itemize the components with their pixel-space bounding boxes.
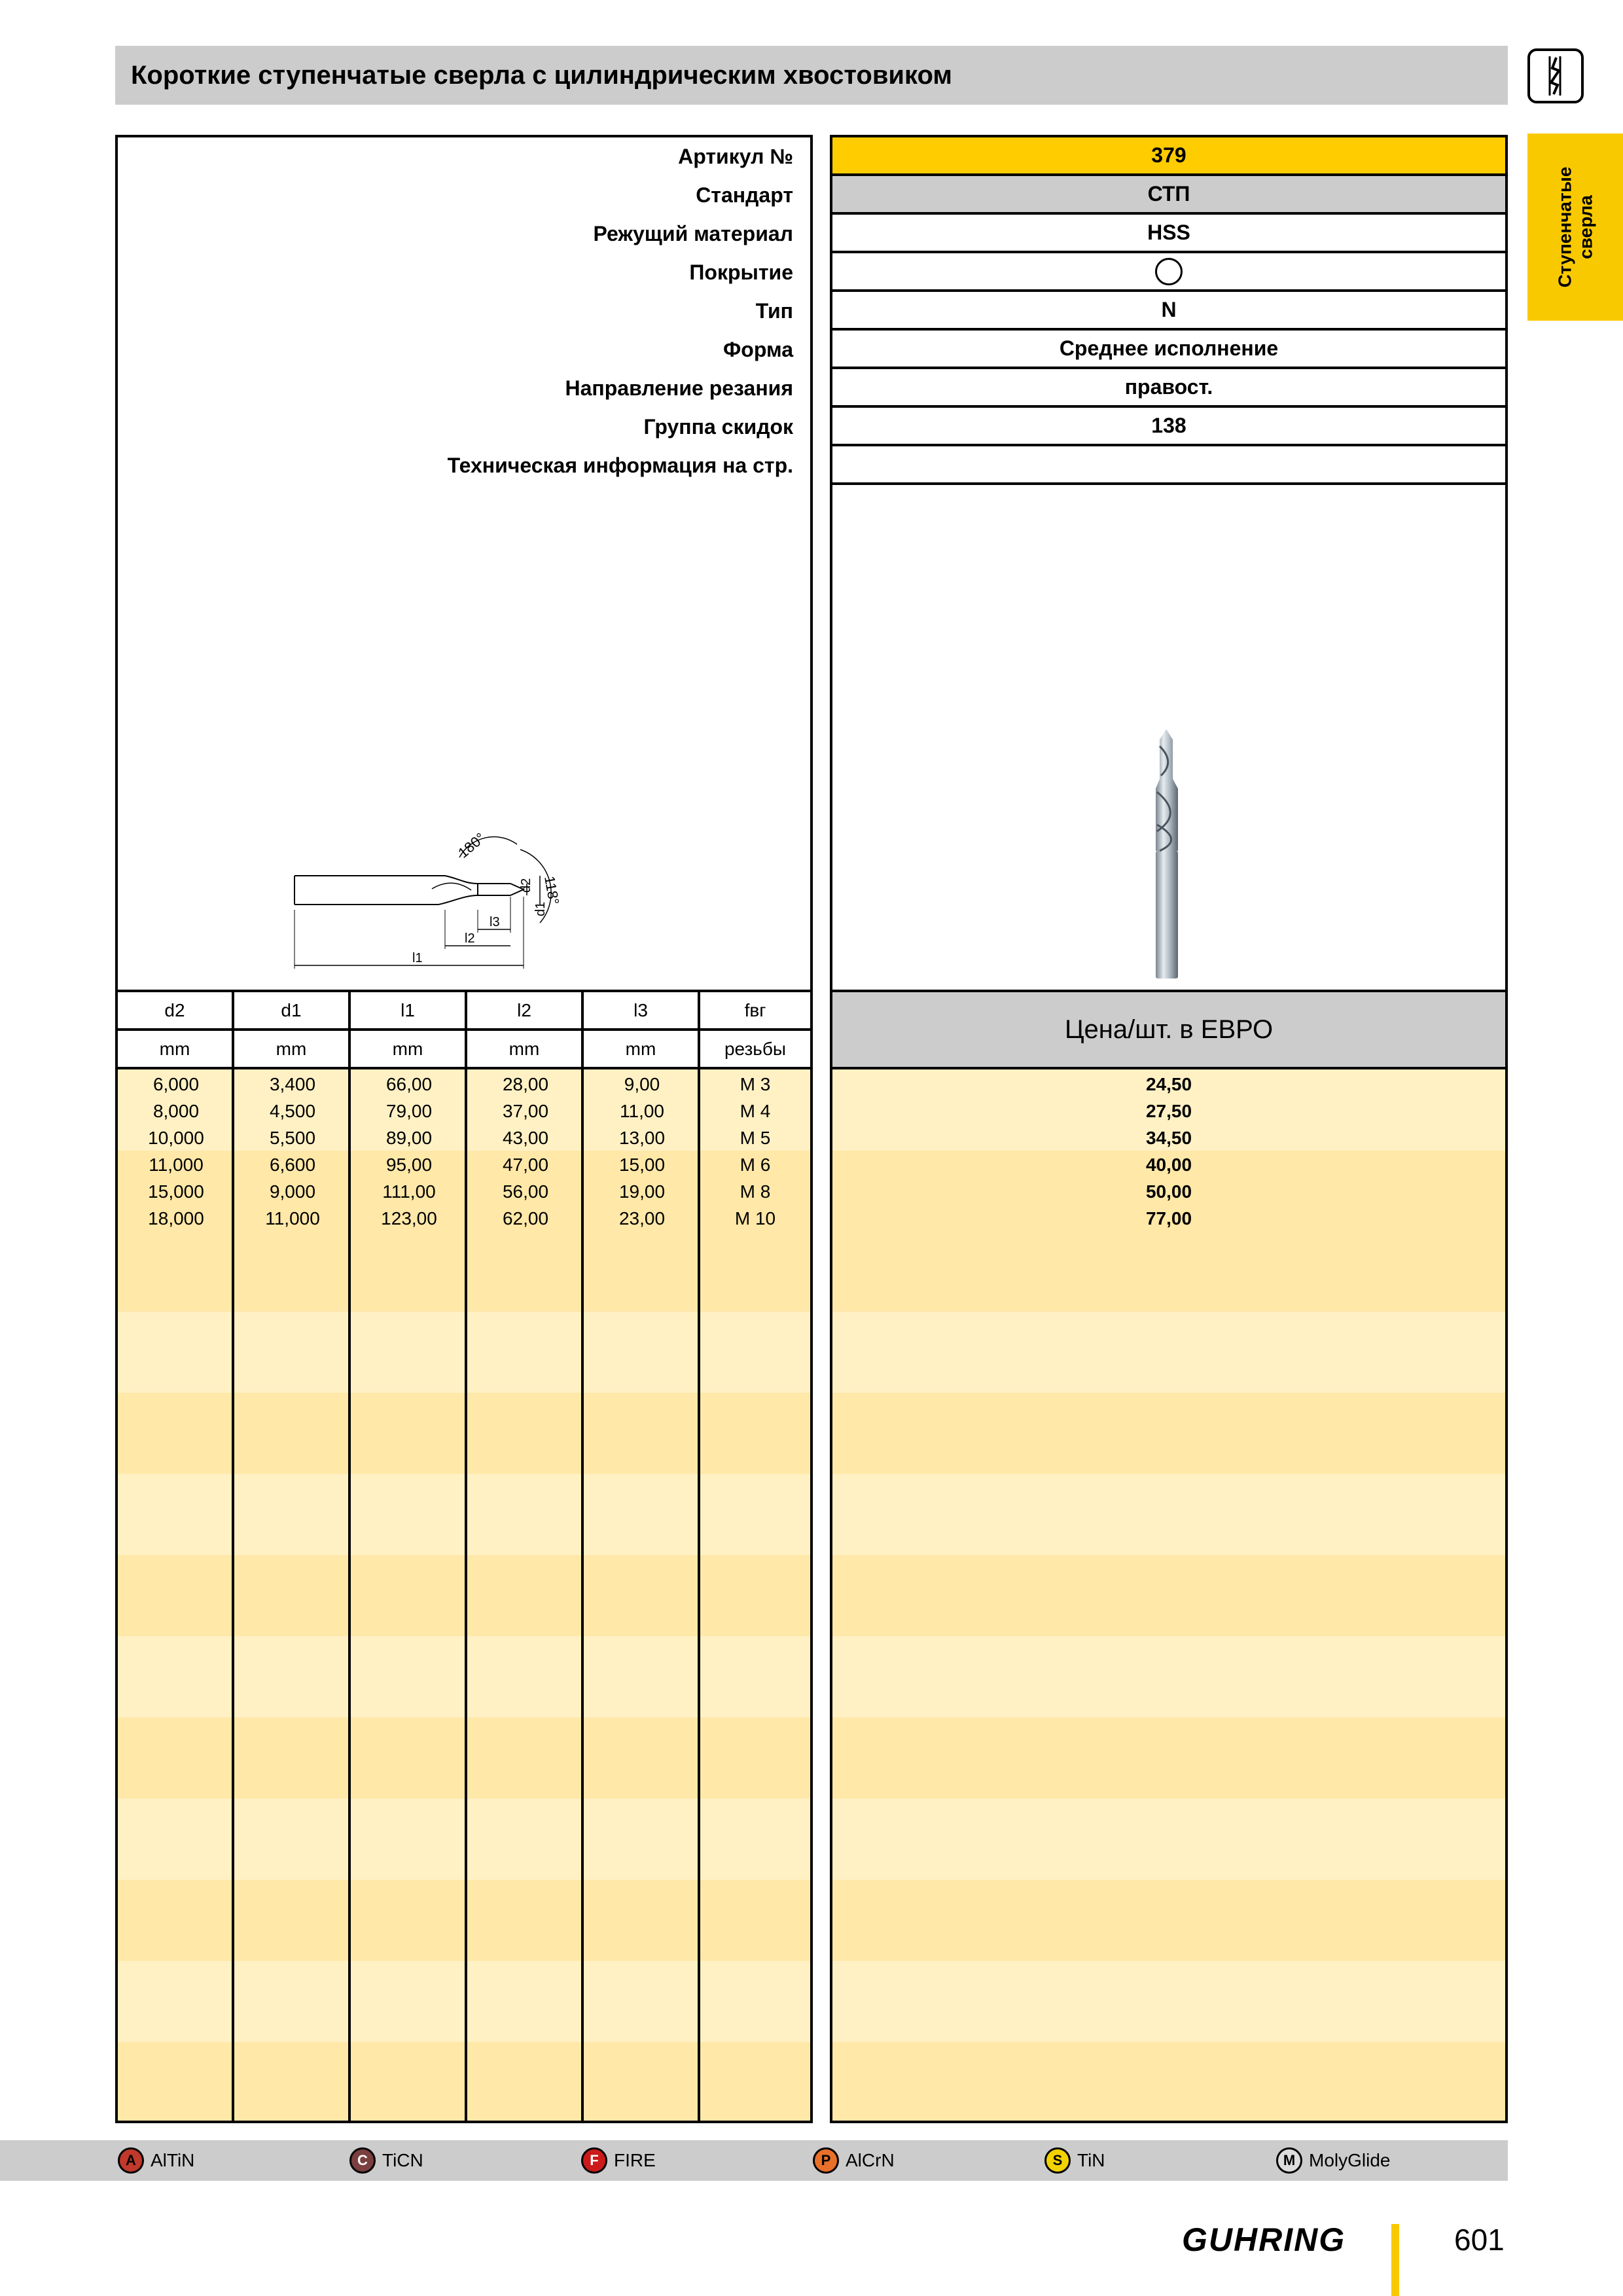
cell-thread: M 4 xyxy=(740,1100,771,1121)
unit-d2: mm xyxy=(118,1031,234,1069)
cell-l3: 9,00 xyxy=(624,1073,660,1094)
cell-thread: M 8 xyxy=(740,1181,771,1202)
cell-d1: 3,400 xyxy=(269,1073,316,1094)
spec-label-techinfo: Техническая информация на стр. xyxy=(447,454,793,477)
cell-d2: 18,000 xyxy=(148,1208,204,1229)
uncoated-icon xyxy=(1155,258,1183,285)
col-header-d1: d1 xyxy=(234,992,351,1031)
unit-thread: резьбы xyxy=(700,1031,810,1069)
category-tab-line1: Ступенчатые xyxy=(1554,166,1575,288)
spec-value-type: N xyxy=(832,292,1505,331)
cell-l2: 28,00 xyxy=(502,1073,549,1094)
spec-value-article: 379 xyxy=(832,137,1505,176)
legend-item-ticn xyxy=(349,2140,423,2181)
cell-d2: 10,000 xyxy=(148,1127,204,1148)
cell-l2: 62,00 xyxy=(502,1208,549,1229)
dim-d1-label: d1 xyxy=(533,901,548,916)
drill-photo xyxy=(1133,726,1199,982)
footer-accent-bar xyxy=(1391,2224,1399,2296)
price-body-empty xyxy=(832,1230,1505,2121)
step-drill-icon xyxy=(1527,48,1584,103)
cell-l2: 37,00 xyxy=(502,1100,549,1121)
angle-step-label: 180° xyxy=(455,829,489,861)
cell-d2: 8,000 xyxy=(152,1100,200,1121)
price-value: 77,00 xyxy=(1145,1208,1192,1229)
page-title: Короткие ступенчатые сверла с цилиндрическим хвостовиком xyxy=(131,61,952,90)
unit-l2: mm xyxy=(467,1031,584,1069)
spec-value-material: HSS xyxy=(832,215,1505,253)
drill-drawing xyxy=(288,818,654,982)
fire-coating-icon: F xyxy=(581,2147,607,2174)
coating-legend xyxy=(0,2140,1508,2181)
category-tab-line2: сверла xyxy=(1575,195,1596,259)
spec-label-direction: Направление резания xyxy=(565,376,793,400)
price-value: 24,50 xyxy=(1145,1073,1192,1094)
legend-item-fire xyxy=(581,2140,656,2181)
cell-thread: M 3 xyxy=(740,1073,771,1094)
col-header-l2: l2 xyxy=(467,992,584,1031)
dim-d2-label: d2 xyxy=(519,878,533,893)
price-value: 50,00 xyxy=(1145,1181,1192,1202)
cell-l3: 19,00 xyxy=(618,1181,666,1202)
legend-label: MolyGlide xyxy=(1309,2150,1391,2170)
cell-l2: 47,00 xyxy=(502,1154,549,1175)
spec-label-material: Режущий материал xyxy=(593,222,793,245)
cell-thread: M 5 xyxy=(740,1127,771,1148)
legend-label: AlTiN xyxy=(151,2150,195,2170)
price-value: 34,50 xyxy=(1145,1127,1192,1148)
price-value: 27,50 xyxy=(1145,1100,1192,1121)
cell-d2: 6,000 xyxy=(152,1073,200,1094)
dim-l2-label: l2 xyxy=(465,931,475,946)
legend-item-alcrn xyxy=(813,2140,895,2181)
spec-value-discount: 138 xyxy=(832,408,1505,446)
cell-l2: 43,00 xyxy=(502,1127,549,1148)
legend-item-altin xyxy=(118,2140,194,2181)
molyglide-coating-icon: M xyxy=(1276,2147,1302,2174)
legend-item-molyglide xyxy=(1276,2140,1390,2181)
altin-coating-icon: A xyxy=(118,2147,144,2174)
cell-l1: 79,00 xyxy=(385,1100,433,1121)
legend-label: AlCrN xyxy=(846,2150,895,2170)
tin-coating-icon: S xyxy=(1044,2147,1071,2174)
cell-l1: 89,00 xyxy=(385,1127,433,1148)
price-value: 40,00 xyxy=(1145,1154,1192,1175)
col-header-d2: d2 xyxy=(118,992,234,1031)
cell-l1: 66,00 xyxy=(385,1073,433,1094)
cell-l2: 56,00 xyxy=(502,1181,549,1202)
category-tab[interactable] xyxy=(1527,134,1623,321)
spec-value-coating xyxy=(832,253,1505,292)
ticn-coating-icon: C xyxy=(349,2147,376,2174)
table-header xyxy=(118,990,810,1069)
cell-l3: 15,00 xyxy=(618,1154,666,1175)
col-header-l1: l1 xyxy=(351,992,467,1031)
legend-label: TiN xyxy=(1077,2150,1105,2170)
unit-d1: mm xyxy=(234,1031,351,1069)
cell-l1: 123,00 xyxy=(381,1208,437,1229)
spec-label-coating: Покрытие xyxy=(689,260,793,284)
unit-l1: mm xyxy=(351,1031,467,1069)
dim-l3-label: l3 xyxy=(490,915,500,929)
legend-label: FIRE xyxy=(614,2150,656,2170)
cell-thread: M 10 xyxy=(734,1208,776,1229)
cell-d2: 11,000 xyxy=(149,1154,204,1175)
dim-l1-label: l1 xyxy=(412,951,423,965)
cell-d1: 9,000 xyxy=(269,1181,316,1202)
cell-d2: 15,000 xyxy=(148,1181,204,1202)
spec-label-standard: Стандарт xyxy=(696,183,793,207)
alcrn-coating-icon: P xyxy=(813,2147,839,2174)
angle-tip-label: 118° xyxy=(541,874,563,906)
spec-label-type: Тип xyxy=(755,299,793,323)
spec-value-form: Среднее исполнение xyxy=(832,331,1505,369)
cell-thread: M 6 xyxy=(740,1154,771,1175)
col-header-thread: fвг xyxy=(700,992,810,1031)
unit-l3: mm xyxy=(584,1031,700,1069)
spec-value-direction: правост. xyxy=(832,369,1505,408)
legend-label: TiCN xyxy=(382,2150,423,2170)
spec-label-article: Артикул № xyxy=(678,145,793,168)
cell-l3: 11,00 xyxy=(620,1100,664,1121)
title-bar xyxy=(115,46,1508,105)
cell-d1: 4,500 xyxy=(269,1100,316,1121)
legend-item-tin xyxy=(1044,2140,1105,2181)
cell-l3: 13,00 xyxy=(618,1127,666,1148)
cell-d1: 11,000 xyxy=(265,1208,320,1229)
cell-l1: 111,00 xyxy=(382,1181,436,1202)
spec-value-techinfo xyxy=(832,446,1505,485)
cell-l1: 95,00 xyxy=(385,1154,433,1175)
page-number: 601 xyxy=(1454,2223,1505,2257)
col-header-l3: l3 xyxy=(584,992,700,1031)
table-body-empty xyxy=(118,1230,810,2121)
cell-l3: 23,00 xyxy=(618,1208,666,1229)
spec-value-standard: СТП xyxy=(832,176,1505,215)
spec-label-form: Форма xyxy=(722,338,793,361)
spec-label-discount: Группа скидок xyxy=(643,415,793,439)
cell-d1: 6,600 xyxy=(269,1154,316,1175)
price-header: Цена/шт. в ЕВРО xyxy=(832,990,1505,1069)
cell-d1: 5,500 xyxy=(269,1127,316,1148)
brand-logo: GUHRING xyxy=(1182,2221,1346,2258)
